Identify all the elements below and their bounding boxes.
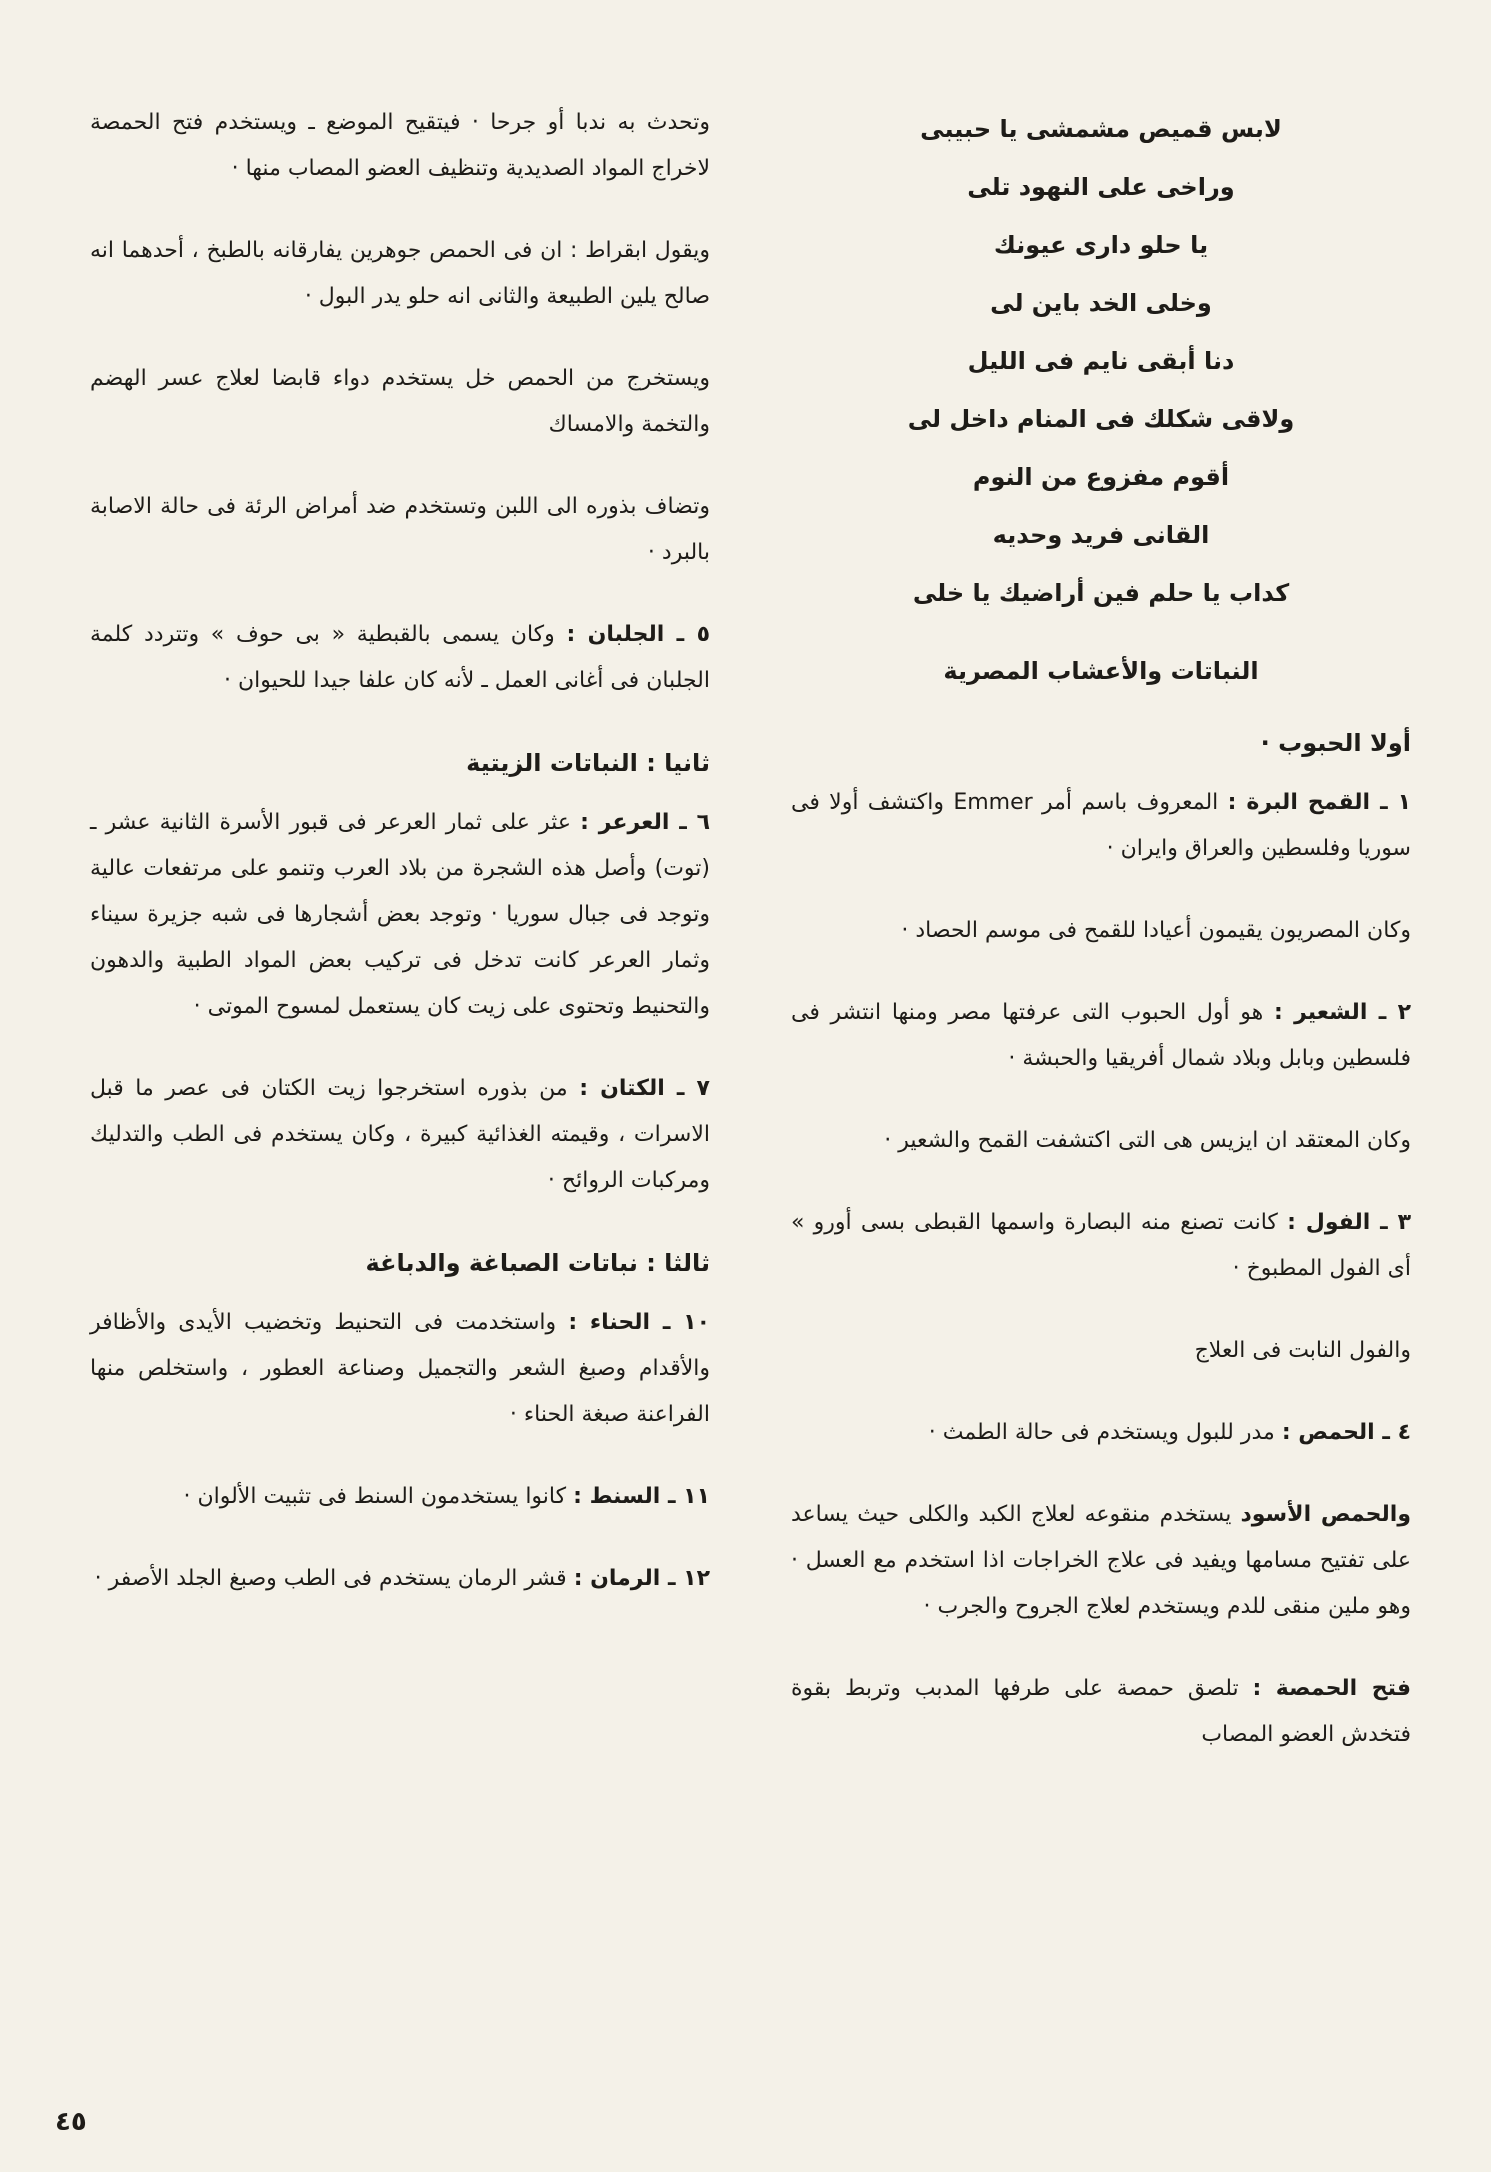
term: ٥ ـ الجلبان : <box>566 622 711 647</box>
paragraph-text: هو أول الحبوب التى عرفتها مصر ومنها انتشر فى فلسطين وبابل وبلاد شمال أفريقيا والحبشة · <box>791 1000 1411 1071</box>
term: فتح الحمصة : <box>1252 1676 1411 1701</box>
paragraph-text: المعروف باسم أمر Emmer واكتشف أولا فى سوريا وفلسطين والعراق وايران · <box>791 790 1411 861</box>
paragraph <box>90 1474 710 1520</box>
paragraph-text: قشر الرمان يستخدم فى الطب وصبغ الجلد الأصفر · <box>94 1566 567 1591</box>
right-column <box>791 100 1411 1794</box>
paragraph <box>90 1300 710 1438</box>
term: ٦ ـ العرعر : <box>580 810 710 835</box>
paragraph-text: واستخدمت فى التحنيط وتخضيب الأيدى والأظافر والأقدام وصبغ الشعر والتجميل وصناعة العطور ، واستخلص منها الفراعنة صبغة الحناء · <box>90 1310 710 1427</box>
paragraph <box>90 228 710 320</box>
term: ١١ ـ السنط : <box>573 1484 710 1509</box>
section-heading: ثالثا : نباتات الصباغة والدباغة <box>365 1249 710 1277</box>
paragraph <box>791 1328 1411 1374</box>
paragraph-text: من بذوره استخرجوا زيت الكتان فى عصر ما قبل الاسرات ، وقيمته الغذائية كبيرة ، وكان يستخدم فى الطب والتدليك ومركبات الروائح · <box>90 1076 710 1193</box>
paragraph-text: ويقول ابقراط : ان فى الحمص جوهرين يفارقانه بالطبخ ، أحدهما انه صالح يلين الطبيعة والثانى انه حلو يدر البول · <box>90 238 710 309</box>
paragraph-text: وكان المصريون يقيمون أعيادا للقمح فى موسم الحصاد · <box>901 918 1411 943</box>
paragraph <box>90 356 710 448</box>
paragraph-text: ويستخرج من الحمص خل يستخدم دواء قابضا لعلاج عسر الهضم والتخمة والامساك <box>90 366 710 437</box>
term: ٤ ـ الحمص : <box>1281 1420 1411 1445</box>
paragraph <box>90 100 710 192</box>
paragraph-text: والفول النابت فى العلاج <box>1194 1338 1411 1363</box>
paragraph-text: كانت تصنع منه البصارة واسمها القبطى بسى أورو » أى الفول المطبوخ · <box>791 1210 1411 1281</box>
section-heading: أولا الحبوب · <box>1260 729 1411 757</box>
poem-line: ولاقى شكلك فى المنام داخل لى <box>907 405 1295 433</box>
paragraph-text: تلصق حمصة على طرفها المدبب وتربط بقوة فتخدش العضو المصاب <box>791 1676 1411 1747</box>
poem <box>791 100 1411 622</box>
section-heading: ثانيا : النباتات الزيتية <box>466 749 710 777</box>
term: ٢ ـ الشعير : <box>1273 1000 1412 1025</box>
poem-line: دنا أبقى نايم فى الليل <box>967 347 1235 375</box>
poem-line: لابس قميص مشمشى يا حبيبى <box>920 115 1282 143</box>
paragraph <box>791 908 1411 954</box>
term: ٧ ـ الكتان : <box>579 1076 710 1101</box>
paragraph <box>791 1666 1411 1758</box>
paragraph <box>90 484 710 576</box>
paragraph-text: وتحدث به ندبا أو جرحا · فيتقيح الموضع ـ ويستخدم فتح الحمصة لاخراج المواد الصديدية وتنظيف العضو المصاب منها · <box>90 110 710 181</box>
poem-line: وراخى على النهود تلى <box>967 173 1235 201</box>
paragraph-text: عثر على ثمار العرعر فى قبور الأسرة الثانية عشر ـ (توت) وأصل هذه الشجرة من بلاد العرب وتنمو على مرتفعات عالية وتوجد فى جبال سوريا · وتوجد بعض أشجارها فى شبه جزيرة سيناء وثمار العرعر كانت تدخل فى تركيب بعض المواد الطبية والدهون والتحنيط وتحتوى على زيت كان يستعمل لمسوح الموتى · <box>90 810 710 1019</box>
paragraph <box>791 990 1411 1082</box>
paragraph-text: وكان المعتقد ان ايزيس هى التى اكتشفت القمح والشعير · <box>884 1128 1411 1153</box>
poem-line: القانى فريد وحديه <box>992 521 1210 549</box>
paragraph <box>791 1118 1411 1164</box>
left-column <box>90 100 710 1638</box>
poem-line: أقوم مفزوع من النوم <box>972 463 1230 491</box>
paragraph <box>791 780 1411 872</box>
paragraph <box>90 612 710 704</box>
paragraph-text: يستخدم منقوعه لعلاج الكبد والكلى حيث يساعد على تفتيح مسامها ويفيد فى علاج الخراجات اذا استخدم مع العسل · وهو ملين منقى للدم ويستخدم لعلاج الجروح والجرب · <box>791 1502 1411 1619</box>
paragraph <box>791 1410 1411 1456</box>
poem-line: كداب يا حلم فين أراضيك يا خلى <box>912 579 1290 607</box>
term: ٣ ـ الفول : <box>1287 1210 1412 1235</box>
term: ١ ـ القمح البرة : <box>1227 790 1412 815</box>
paragraph <box>90 800 710 1030</box>
paragraph <box>791 1200 1411 1292</box>
paragraph <box>90 1556 710 1602</box>
page-number: ٤٥ <box>55 2107 87 2137</box>
paragraph-text: مدر للبول ويستخدم فى حالة الطمث · <box>928 1420 1275 1445</box>
term: والحمص الأسود <box>1240 1502 1411 1527</box>
paragraph <box>90 1066 710 1204</box>
poem-line: وخلى الخد باين لى <box>990 289 1212 317</box>
article-title: النباتات والأعشاب المصرية <box>943 657 1259 685</box>
term: ١٠ ـ الحناء : <box>568 1310 710 1335</box>
paragraph-text: كانوا يستخدمون السنط فى تثبيت الألوان · <box>183 1484 567 1509</box>
paragraph-text: وكان يسمى بالقبطية « بى حوف » وتتردد كلمة الجلبان فى أغانى العمل ـ لأنه كان علفا جيدا للحيوان · <box>90 622 710 693</box>
paragraph-text: وتضاف بذوره الى اللبن وتستخدم ضد أمراض الرئة فى حالة الاصابة بالبرد · <box>90 494 710 565</box>
term: ١٢ ـ الرمان : <box>573 1566 710 1591</box>
poem-line: يا حلو دارى عيونك <box>993 231 1209 259</box>
paragraph <box>791 1492 1411 1630</box>
